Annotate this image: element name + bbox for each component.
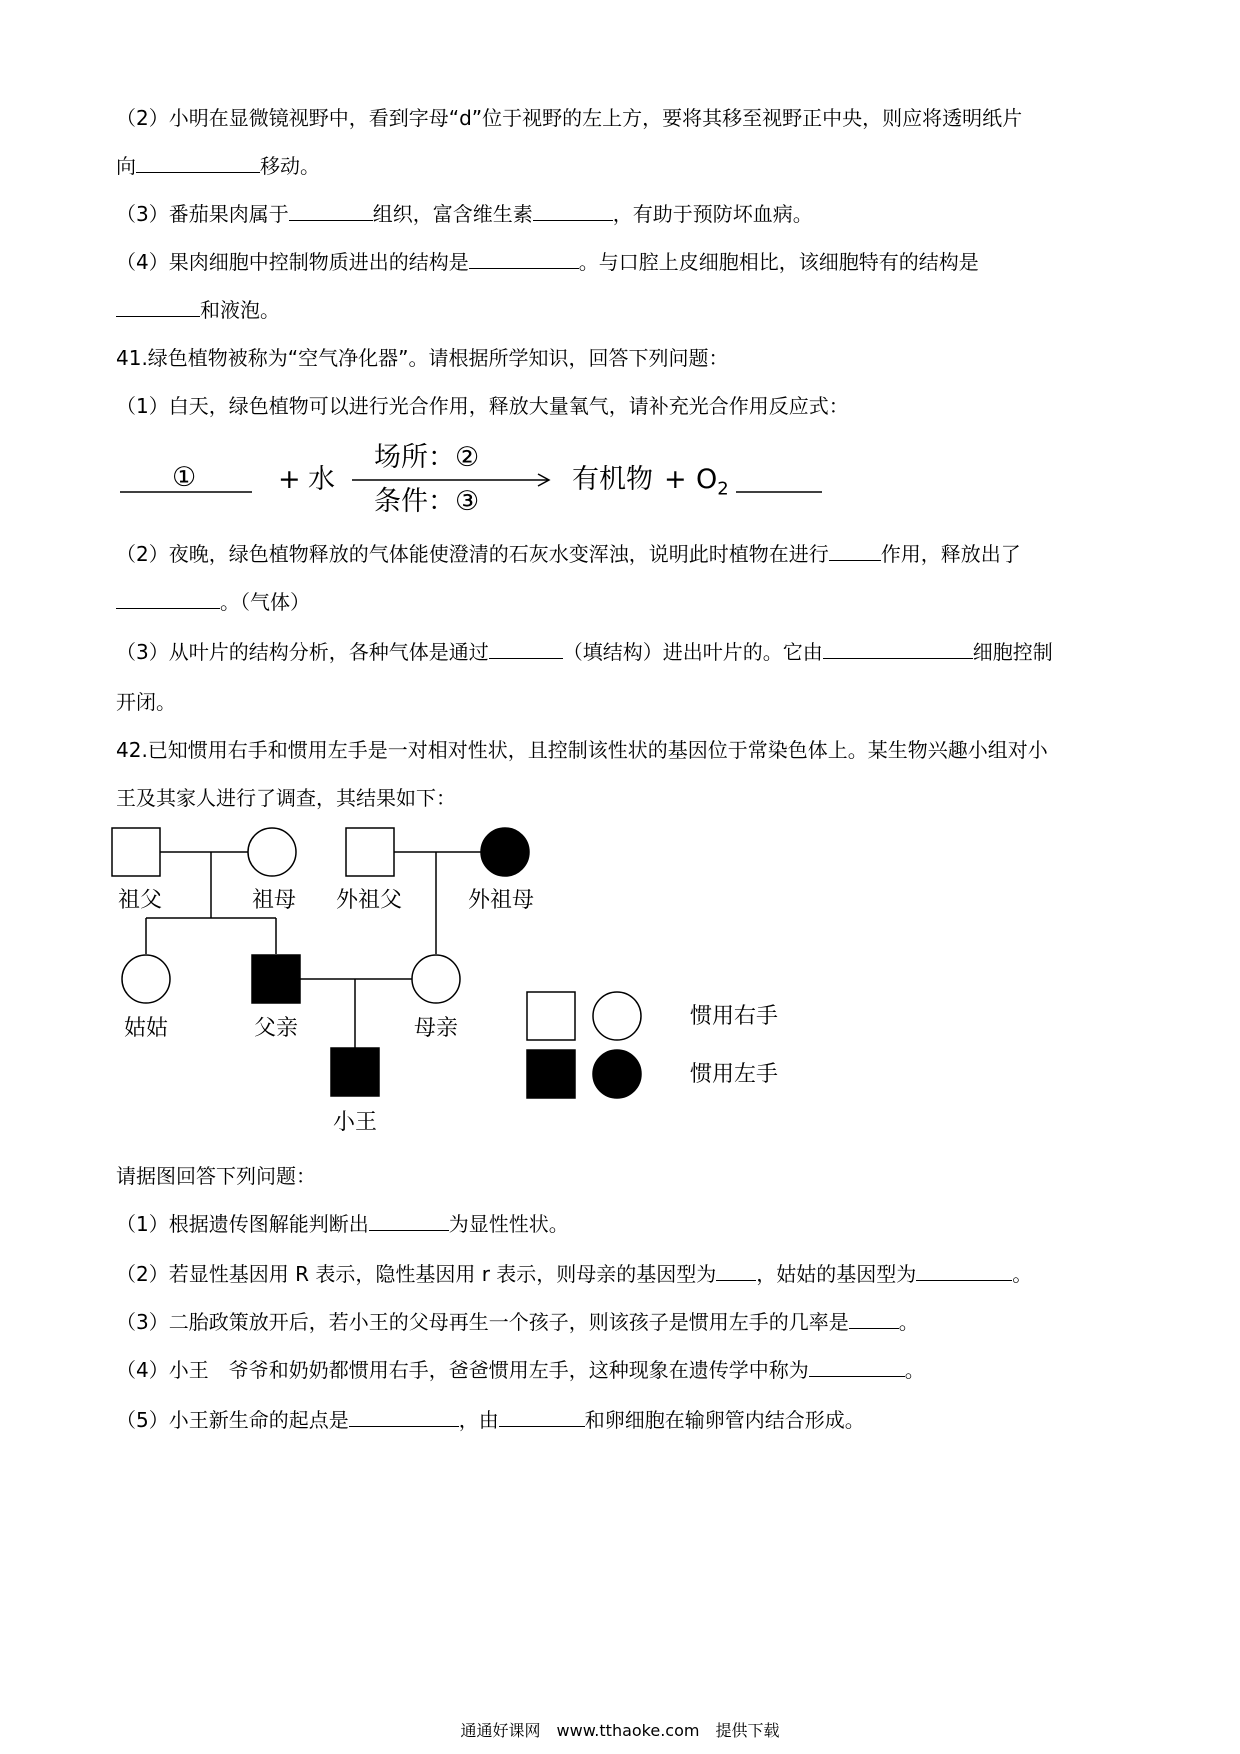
q41-part3-line2 <box>116 688 176 716</box>
grandfather-male-right-handed <box>112 828 160 876</box>
pedigree-svg <box>0 820 1240 1140</box>
q42-part3-pre: （3）二胎政策放开后，若小王的父母再生一个孩子，则该孩子是惯用左手的几率是 <box>116 1310 849 1334</box>
legend-label-left-handed: 惯用左手 <box>690 1062 779 1087</box>
o2-symbol: O <box>696 464 718 495</box>
label-grandmother: 祖母 <box>252 888 297 913</box>
q41-part1 <box>116 392 849 420</box>
legend-female-right-circle <box>593 992 641 1040</box>
plus-sign-2: + <box>664 464 687 495</box>
q41-part3-post: 细胞控制 <box>972 640 1053 664</box>
product-label: 有机物 <box>572 464 653 495</box>
q42-prompt <box>116 1162 316 1190</box>
label-maternal-grandmother: 外祖母 <box>468 888 535 913</box>
answer-blank[interactable] <box>823 638 973 659</box>
q40-part4-pre: （4）果肉细胞中控制物质进出的结构是 <box>116 250 469 274</box>
answer-blank[interactable] <box>116 588 220 609</box>
label-maternal-grandfather: 外祖父 <box>336 888 403 913</box>
photosynthesis-formula <box>0 440 1240 540</box>
q41-part1-text: （1）白天，绿色植物可以进行光合作用，释放大量氧气，请补充光合作用反应式： <box>116 394 849 418</box>
q40-part4-line2 <box>116 296 280 324</box>
q40-part3-mid: 组织，富含维生素 <box>372 202 533 226</box>
q42-part4-post: 。 <box>904 1358 925 1382</box>
q40-part2-pre: 向 <box>116 154 136 178</box>
q42-part1-pre: （1）根据遗传图解能判断出 <box>116 1212 369 1236</box>
water-label: 水 <box>308 464 335 495</box>
q42-part2-pre: （2）若显性基因用 R 表示，隐性基因用 r 表示，则母亲的基因型为 <box>116 1262 717 1286</box>
maternal-grandfather-male-right-handed <box>346 828 394 876</box>
o2-label <box>696 464 729 505</box>
q41-part2-line2 <box>116 588 310 616</box>
q40-part4-post: 。与口腔上皮细胞相比，该细胞特有的结构是 <box>578 250 979 274</box>
q42-part4 <box>116 1356 925 1384</box>
answer-blank[interactable] <box>716 1260 756 1281</box>
maternal-grandmother-female-left-handed <box>481 828 529 876</box>
q42-stem-text2: 王及其家人进行了调查，其结果如下： <box>116 786 456 810</box>
answer-blank[interactable] <box>489 638 563 659</box>
q42-part5-post: 和卵细胞在输卵管内结合形成。 <box>584 1408 865 1432</box>
q40-part4-line1 <box>116 248 979 276</box>
mother-female-right-handed <box>412 955 460 1003</box>
q40-part4-tail: 和液泡。 <box>200 298 280 322</box>
q42-part3-post: 。 <box>898 1310 919 1334</box>
q40-part3-post: ，有助于预防坏血病。 <box>612 202 813 226</box>
q41-part2-post: 作用，释放出了 <box>880 542 1021 566</box>
q40-part2-line2 <box>116 152 320 180</box>
q42-part2 <box>116 1260 1032 1288</box>
q41-part3-line1 <box>116 638 1053 666</box>
xiaowang-male-left-handed <box>331 1048 379 1096</box>
q42-part5 <box>116 1406 865 1434</box>
answer-blank[interactable] <box>916 1260 1012 1281</box>
q40-part2-line1 <box>116 104 1022 132</box>
q42-part1 <box>116 1210 569 1238</box>
q41-part2-line1 <box>116 540 1021 568</box>
q42-part1-post: 为显性性状。 <box>448 1212 569 1236</box>
q42-part5-mid: ，由 <box>458 1408 499 1432</box>
answer-blank[interactable] <box>349 1406 459 1427</box>
q41-part2-tail: 。（气体） <box>220 590 310 614</box>
q42-stem-text1: 42.已知惯用右手和惯用左手是一对相对性状，且控制该性状的基因位于常染色体上。某生物兴趣小组对小 <box>116 738 1048 762</box>
q42-stem-line1 <box>116 736 1048 764</box>
q42-stem-line2 <box>116 784 456 812</box>
answer-blank[interactable] <box>136 152 260 173</box>
q42-part3 <box>116 1308 919 1336</box>
answer-blank[interactable] <box>809 1356 905 1377</box>
q40-part2-post: 移动。 <box>260 154 320 178</box>
label-aunt: 姑姑 <box>124 1016 169 1041</box>
site-label: 场所：② <box>374 442 480 473</box>
answer-blank[interactable] <box>469 248 579 269</box>
q41-part3-mid: （填结构）进出叶片的。它由 <box>562 640 823 664</box>
label-grandfather: 祖父 <box>118 888 163 913</box>
q42-part5-pre: （5）小王新生命的起点是 <box>116 1408 349 1432</box>
grandmother-female-right-handed <box>248 828 296 876</box>
answer-blank[interactable] <box>533 200 613 221</box>
answer-blank[interactable] <box>116 296 200 317</box>
q42-prompt-text: 请据图回答下列问题： <box>116 1164 316 1188</box>
plus-sign-1: + <box>278 464 301 495</box>
page-footer: 通通好课网 www.tthaoke.com 提供下载 <box>460 1721 780 1740</box>
q41-part3-tail: 开闭。 <box>116 690 176 714</box>
legend-label-right-handed: 惯用右手 <box>690 1004 779 1029</box>
legend-male-right-square <box>527 992 575 1040</box>
q42-part2-mid: ，姑姑的基因型为 <box>756 1262 917 1286</box>
q41-part2-pre: （2）夜晚，绿色植物释放的气体能使澄清的石灰水变浑浊，说明此时植物在进行 <box>116 542 829 566</box>
answer-blank[interactable] <box>289 200 373 221</box>
legend-female-left-circle <box>593 1050 641 1098</box>
answer-blank[interactable] <box>849 1308 899 1329</box>
q41-part3-pre: （3）从叶片的结构分析，各种气体是通过 <box>116 640 489 664</box>
q41-stem-text: 41.绿色植物被称为“空气净化器”。请根据所学知识，回答下列问题： <box>116 346 729 370</box>
answer-blank[interactable] <box>499 1406 585 1427</box>
aunt-female-right-handed <box>122 955 170 1003</box>
father-male-left-handed <box>252 955 300 1003</box>
label-xiaowang: 小王 <box>333 1110 378 1135</box>
q42-part2-post: 。 <box>1012 1262 1033 1286</box>
condition-label: 条件：③ <box>374 486 480 517</box>
label-father: 父亲 <box>254 1016 299 1041</box>
answer-blank[interactable] <box>829 540 881 561</box>
q41-stem <box>116 344 729 372</box>
q42-part4-pre: （4）小王 爷爷和奶奶都惯用右手，爸爸惯用左手，这种现象在遗传学中称为 <box>116 1358 809 1382</box>
label-mother: 母亲 <box>414 1016 459 1041</box>
o2-subscript: 2 <box>717 478 729 500</box>
answer-blank[interactable] <box>369 1210 449 1231</box>
q40-part3-line <box>116 200 813 228</box>
pedigree-diagram <box>0 820 1240 1140</box>
q40-part3-pre: （3）番茄果肉属于 <box>116 202 289 226</box>
q40-part2-text: （2）小明在显微镜视野中，看到字母“d”位于视野的左上方，要将其移至视野正中央，则应将透明纸片 <box>116 106 1023 130</box>
legend-male-left-square <box>527 1050 575 1098</box>
reactant-mark: ① <box>172 462 197 493</box>
